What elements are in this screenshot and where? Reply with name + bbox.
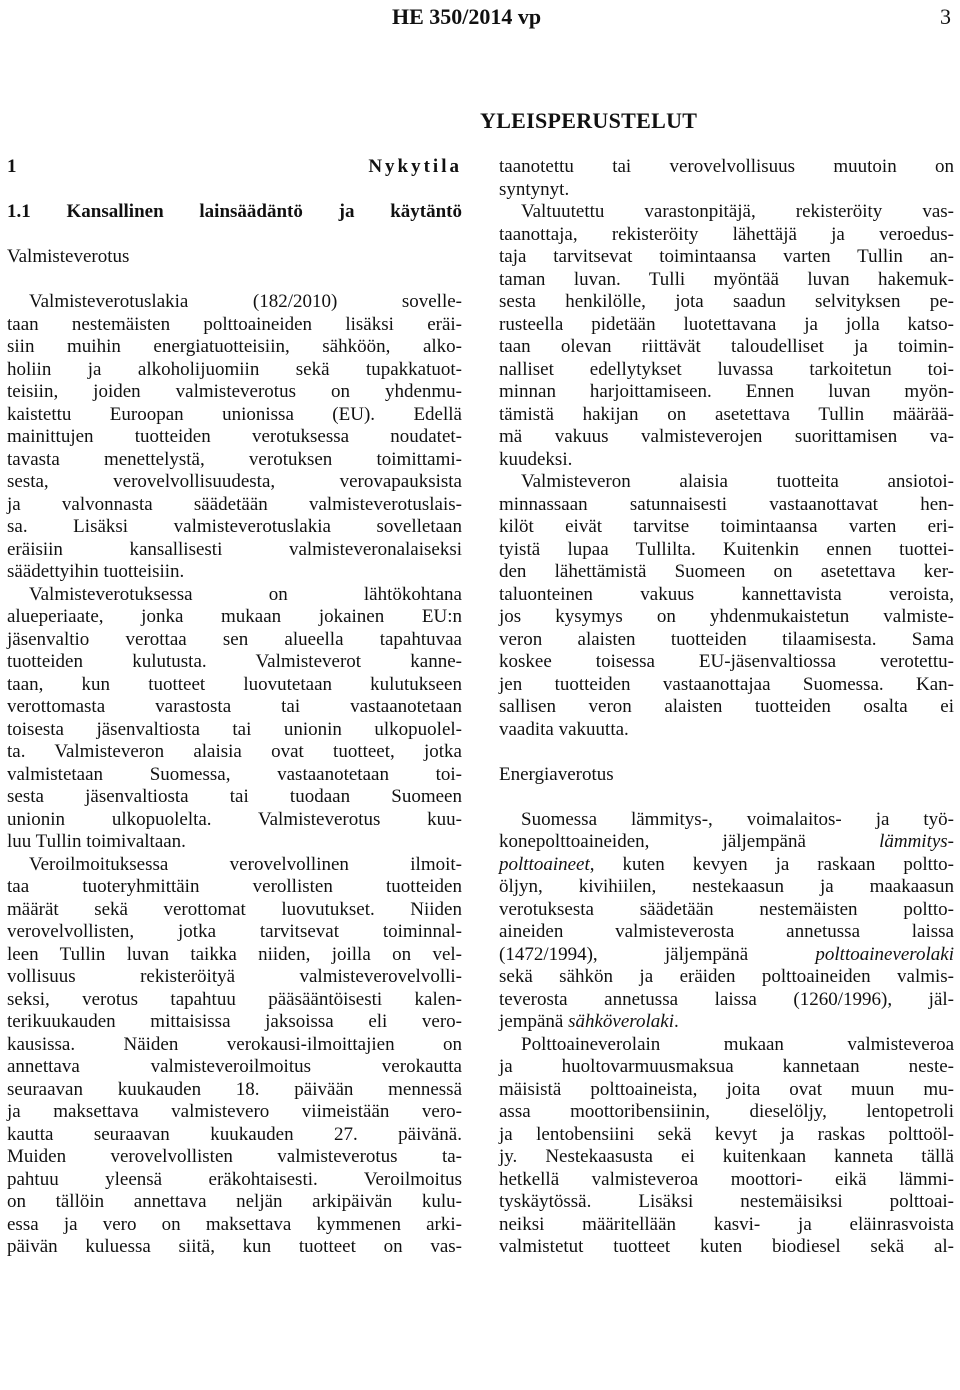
text-line: taan, kun tuotteet luovutetaan kulutukseen (7, 673, 462, 695)
text-line: ja valvonnasta säädetään valmisteverotuslais- (7, 493, 462, 515)
text-line: sa. Lisäksi valmisteverotuslakia sovelletaan (7, 516, 462, 537)
text-line: toisesta jäsenvaltiosta tai unionin ulkopuolel- (7, 718, 462, 740)
text-line: valmistetut tuotteet kuten biodiesel sekä al- (499, 1236, 954, 1257)
spacer (7, 269, 462, 292)
left-column (7, 156, 462, 1259)
text-line: aineiden valmisteverosta annetussa laissa (499, 921, 954, 942)
text-line: taanotettu tai verovelvollisuus muutoin on (499, 156, 954, 177)
heading: 1 Nykytila (7, 156, 462, 177)
text-line: taman luvan. Tulli myöntää luvan hakemuk- (499, 268, 954, 290)
text-line: annettava valmisteveroilmoitus verokautta (7, 1056, 462, 1077)
text-line: tuotteiden kulutusta. Valmisteverot kanne- (7, 651, 462, 672)
text-line: taa tuoteryhmittäin verollisten tuotteiden (7, 876, 462, 897)
text-line: unionin ulkopuolelta. Valmisteverotus kuu- (7, 808, 462, 830)
text-line: sesta, verovelvollisuudesta, verovapauksista (7, 471, 462, 492)
text-line: siin muihin energiatuotteisiin, sähköön, alko- (7, 336, 462, 357)
text-line: valmistetaan Suomessa, vastaanotetaan toi- (7, 763, 462, 785)
text-line: jy. Nestekaasusta ei kuitenkaan kanneta tällä (499, 1146, 954, 1167)
text-line: mäisistä polttoaineista, joita ovat muun mu- (499, 1078, 954, 1100)
heading: Valmisteverotus (7, 246, 130, 267)
text-line: ja lentobensiini sekä kevyt ja raskas polttoöl- (499, 1123, 954, 1145)
text-line: minnan harjoittamiseen. Ennen luvan myön- (499, 381, 954, 402)
heading: Energiaverotus (499, 763, 614, 785)
text-line: taan olevan riittävät taloudelliset ja toimin- (499, 336, 954, 357)
text-line: sallisen veron alaisten tuotteiden osalta ei (499, 696, 954, 717)
spacer (7, 224, 462, 247)
text-line: luu Tullin toimivaltaan. (7, 831, 186, 852)
spacer (499, 786, 954, 809)
text-line: on tällöin annettava neljän arkipäivän kulu- (7, 1191, 462, 1212)
spacer (7, 179, 462, 202)
text-line: sesta jäsenvaltiosta tai tuodaan Suomeen (7, 786, 462, 807)
text-line: alueperiaate, jonka mukaan jokainen EU:n (7, 606, 462, 627)
heading: 1.1 Kansallinen lainsäädäntö ja käytäntö (7, 201, 462, 222)
text-line: den lähettämistä Suomeen on asetettava ker- (499, 561, 954, 582)
text-line: tyskäytössä. Lisäksi nestemäisiksi polttoai- (499, 1191, 954, 1212)
text-line: päivän kuluessa siitä, kun tuotteet on vas- (7, 1236, 462, 1257)
text-line: taan nestemäisten polttoaineiden lisäksi eräi- (7, 313, 462, 335)
text-line: Valmisteveron alaisia tuotteita ansiotoi- (521, 471, 954, 492)
text-line: tämistä hakijan on asetettava Tullin määrää- (499, 403, 954, 425)
text-line: kuudeksi. (499, 448, 573, 470)
text-line: eräisiin kansallisesti valmisteveronalaiseksi (7, 538, 462, 560)
text-line: pahtuu yleensä eräkohtaisesti. Veroilmoitus (7, 1168, 462, 1190)
text-line: Veroilmoituksessa verovelvollinen ilmoit- (29, 853, 462, 875)
text-line: Valtuutettu varastonpitäjä, rekisteröity vas- (521, 201, 954, 222)
text-line: taluonteinen vakuus kannettavista veroista, (499, 583, 954, 605)
text-line: verottomasta varastosta tai vastaanotetaan (7, 696, 462, 717)
text-line: seksi, verotus tapahtuu pääsääntöisesti kalen- (7, 988, 462, 1010)
text-line: veron alaisten tuotteiden tilaamisesta. Sama (499, 628, 954, 650)
text-line: taanottaja, rekisteröity lähettäjä ja veroedus- (499, 223, 954, 245)
text-line: kausissa. Näiden verokausi-ilmoittajien on (7, 1033, 462, 1055)
text-line: teisiin, joiden valmisteverotus on yhdenmu- (7, 381, 462, 402)
text-line: ta. Valmisteveron alaisia ovat tuotteet, jotka (7, 741, 462, 762)
text-line: vollisuus rekisteröityä valmisteverovelvolli- (7, 966, 462, 987)
text-line: jäsenvaltio verottaa sen alueella tapahtuvaa (7, 628, 462, 650)
text-line: säädettyihin tuotteisiin. (7, 561, 185, 582)
text-line: jos kysymys on yhdenmukaistetun valmiste- (499, 606, 954, 627)
text-line: tavasta menettelystä, verotuksen toimittami- (7, 448, 462, 470)
text-line: syntynyt. (499, 178, 570, 200)
text-line: seuraavan kuukauden 18. päivään mennessä (7, 1078, 462, 1100)
text-line: mä vakuus valmisteverojen suorittamisen va- (499, 426, 954, 447)
spacer (499, 741, 954, 764)
text-line: ja maksettava valmistevero viimeistään vero- (7, 1101, 462, 1122)
text-line: Valmisteverotuksessa on lähtökohtana (29, 583, 462, 605)
text-line: konepolttoaineiden, jäljempänä lämmitys- (499, 831, 954, 852)
document-reference: HE 350/2014 vp (392, 4, 542, 29)
text-line: (1472/1994), jäljempänä polttoaineverolaki (499, 943, 954, 965)
text-line: neiksi määritellään kasvi- ja eläinrasvoista (499, 1213, 954, 1235)
text-line: sesta henkilölle, jota saadun selvityksen pe- (499, 291, 954, 312)
text-line: ja huoltovarmuusmaksua kannetaan neste- (499, 1056, 954, 1077)
text-line: verovelvollisten, jotka tarvitsevat toiminnal- (7, 921, 462, 942)
text-line: jen tuotteiden vastaanottajaa Suomessa. Kan- (499, 673, 954, 695)
text-line: verotuksesta säädetään nestemäisten poltto- (499, 898, 954, 920)
text-line: Valmisteverotuslakia (182/2010) sovelle- (29, 291, 462, 312)
text-line: mainittujen tuotteiden verotuksessa noudatet- (7, 426, 462, 447)
text-line: vaadita vakuutta. (499, 718, 629, 740)
text-line: minnassaan satunnaisesti vastaanottavat hen- (499, 493, 954, 515)
text-line: määrät sekä verottomat luovutukset. Niiden (7, 898, 462, 920)
text-line: Muiden verovelvollisten valmisteverotus ta- (7, 1146, 462, 1167)
text-line: tyistä lupaa Tullilta. Kuitenkin ennen tuottei- (499, 538, 954, 560)
text-line: öljyn, kivihiilen, nestekaasun ja maakaasun (499, 876, 954, 897)
text-line: rusteella pidetään luotettavana ja jolla katso- (499, 313, 954, 335)
text-line: holiin ja alkoholijuomiin sekä tupakkatuot- (7, 358, 462, 380)
text-line: teverosta annetussa laissa (1260/1996), jäl- (499, 988, 954, 1010)
text-line: polttoaineet, kuten kevyen ja raskaan poltto- (499, 853, 954, 875)
text-line: taja tarvitsevat toimintaansa varten Tullin an- (499, 246, 954, 267)
text-line: leen Tullin luvan taikka niiden, joilla on vel- (7, 943, 462, 965)
section-title: YLEISPERUSTELUT (480, 108, 698, 133)
text-line: hetkellä valmisteveroa moottori- eikä lämmi- (499, 1168, 954, 1190)
text-line: Polttoaineverolain mukaan valmisteveroa (521, 1033, 954, 1055)
text-line: kautta seuraavan kuukauden 27. päivänä. (7, 1123, 462, 1145)
text-line: assa moottoribensiinin, dieselöljy, lentopetroli (499, 1101, 954, 1122)
text-line: koskee toisessa EU-jäsenvaltiossa verotettu- (499, 651, 954, 672)
text-line: sekä sähkön ja eräiden polttoaineiden valmis- (499, 966, 954, 987)
text-line: terikuukauden mittaisissa jaksoissa eli vero- (7, 1011, 462, 1032)
text-line: Suomessa lämmitys-, voimalaitos- ja työ- (521, 808, 954, 830)
text-line: kilöt eivät tarvitse toimintaansa varten eri- (499, 516, 954, 537)
right-column (499, 156, 954, 1259)
page-header (0, 2, 960, 32)
text-line: nalliset edellytykset luvassa tarkoitetun toi- (499, 358, 954, 380)
page-number: 3 (940, 4, 951, 29)
text-line: essa ja vero on maksettava kymmenen arki- (7, 1213, 462, 1235)
text-line: kaistettu Euroopan unionissa (EU). Edellä (7, 403, 462, 425)
text-line: jempänä sähköverolaki. (499, 1011, 679, 1032)
